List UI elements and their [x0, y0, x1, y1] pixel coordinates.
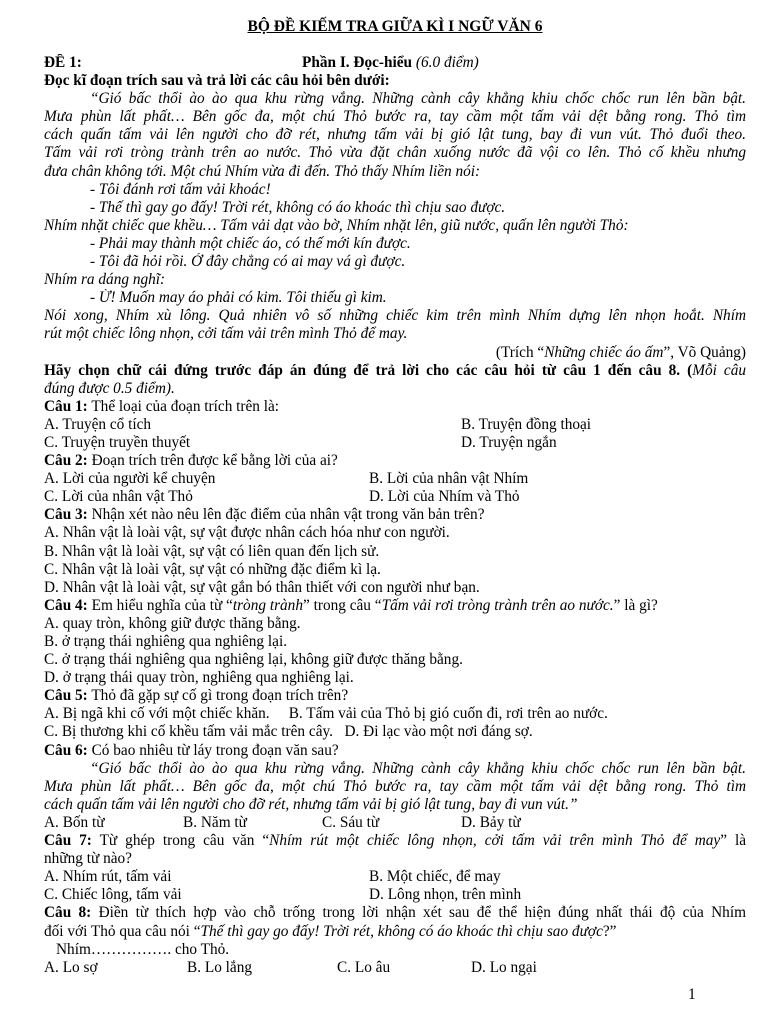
option-d: D. Nhân vật là loài vật, sự vật gắn bó thân thiết với con người như bạn.	[44, 578, 480, 596]
option-c: C. Lo âu	[337, 958, 391, 976]
passage-line: - Ừ! Muốn may áo phải có kim. Tôi thiếu gì kim.	[90, 289, 387, 307]
question-8: Câu 8: Điền từ thích hợp vào chỗ trống trong lời nhận xét sau để thể hiện đúng nhất thái độ của Nhím	[44, 904, 746, 922]
option-d: D. Đi lạc vào một nơi đáng sợ.	[344, 723, 533, 741]
passage-line: rút một chiếc lông nhọn, cởi tấm vải trên mình Thỏ để may.	[44, 325, 408, 343]
passage-line: - Phải may thành một chiếc áo, có thế mới kín được.	[90, 234, 411, 252]
passage-line: cách quấn tấm vải lên người cho đỡ rét, nhưng tấm vải bị gió lật tung, bay đi vun vút. Thỏ đuổi theo.	[44, 126, 746, 144]
passage-line: Nhím nhặt chiếc que khều… Tấm vải dạt vào bờ, Nhím nhặt lên, giũ nước, quấn lên người Thỏ:	[44, 216, 629, 234]
exam-label: ĐỀ 1:	[44, 54, 82, 71]
option-d: D. ở trạng thái quay tròn, nghiêng qua nghiêng lại.	[44, 669, 354, 687]
question-6: Câu 6: Có bao nhiêu từ láy trong đoạn văn sau?	[44, 741, 339, 759]
question-2: Câu 2: Đoạn trích trên được kể bằng lời của ai?	[44, 452, 338, 470]
option-a: A. Nhím rút, tấm vải	[44, 868, 172, 886]
question-7-cont: những từ nào?	[44, 850, 132, 868]
page-number: 1	[688, 986, 696, 1003]
passage-line: Tấm vải rơi tròng trành trên ao nước. Thỏ vừa đặt chân xuống nước đã vội co lên. Thỏ cố khều nhưng	[44, 144, 746, 162]
option-d: D. Lời của Nhím và Thỏ	[369, 488, 520, 506]
options-row	[44, 434, 746, 452]
passage-line: - Tôi đánh rơi tấm vải khoác!	[90, 180, 271, 198]
option-d: D. Truyện ngắn	[461, 433, 557, 451]
option-b: B. ở trạng thái nghiêng qua nghiêng lại.	[44, 633, 288, 650]
option-b: B. Nhân vật là loài vật, sự vật có liên quan đến lịch sử.	[44, 542, 380, 560]
exam-header	[44, 54, 746, 72]
document-title: BỘ ĐỀ KIẾM TRA GIỮA KÌ I NGỮ VĂN 6	[247, 18, 543, 35]
option-b: B. Năm từ	[183, 813, 247, 831]
options-row	[44, 959, 746, 977]
option-c: C. Bị thương khi cố khều tấm vải mắc trên cây.	[44, 723, 333, 741]
option-a: A. Bị ngã khi cố với một chiếc khăn.	[44, 705, 270, 723]
option-b: B. Lời của nhân vật Nhím	[369, 470, 529, 488]
quote-line: cách quấn tấm vải lên người cho đỡ rét, nhưng tấm vải bị gió lật tung, bay đi vun vút.”	[44, 795, 578, 813]
document-page	[44, 18, 746, 977]
passage-line: Mưa phùn lất phất… Bên gốc đa, một chú Thỏ bước ra, tay cầm một tấm vải dệt bằng rong. Thỏ tìm	[44, 108, 746, 126]
reading-instruction: Đọc kĩ đoạn trích sau và trả lời các câu hỏi bên dưới:	[44, 72, 390, 90]
option-a: A. Nhân vật là loài vật, sự vật được nhân cách hóa như con người.	[44, 524, 450, 542]
options-row	[44, 416, 746, 434]
passage-line: “Gió bấc thổi ào ào qua khu rừng vắng. Những cành cây khẳng khiu chốc chốc run lên bần bật.	[90, 90, 746, 108]
options-row	[44, 868, 746, 886]
quote-line: “Gió bấc thổi ào ào qua khu rừng vắng. Những cành cây khẳng khiu chốc chốc run lên bần bật.	[90, 759, 746, 777]
question-5: Câu 5: Thỏ đã gặp sự cố gì trong đoạn trích trên?	[44, 687, 349, 705]
question-1: Câu 1: Thể loại của đoạn trích trên là:	[44, 397, 280, 415]
mc-instruction-points: đúng được 0.5 điểm).	[44, 379, 175, 397]
option-a: A. Lo sợ	[44, 958, 98, 976]
question-7: Câu 7: Từ ghép trong câu văn “Nhím rút một chiếc lông nhọn, cởi tấm vải trên mình Thỏ để may” là	[44, 832, 746, 850]
part-label: Phần I. Đọc-hiểu	[302, 54, 413, 71]
option-a: A. quay tròn, không giữ được thăng bằng.	[44, 614, 301, 632]
fill-blank: Nhím……………. cho Thỏ.	[56, 940, 230, 958]
mc-instruction: Hãy chọn chữ cái đứng trước đáp án đúng để trả lời cho các câu hỏi từ câu 1 đến câu 8. (Mỗi câu	[44, 361, 746, 379]
option-b: B. Một chiếc, để may	[369, 868, 501, 886]
option-a: A. Truyện cổ tích	[44, 415, 152, 433]
question-8-cont: đối với Thỏ qua câu nói “Thế thì gay go đấy! Trời rét, không có áo khoác thì chịu sao được?”	[44, 922, 617, 940]
passage-source: (Trích “Những chiếc áo ấm”, Võ Quảng)	[495, 343, 746, 361]
option-b: B. Tấm vải của Thỏ bị gió cuốn đi, rơi trên ao nước.	[288, 705, 608, 723]
option-c: C. Chiếc lông, tấm vải	[44, 886, 182, 904]
options-row	[44, 470, 746, 488]
option-a: A. Bốn từ	[44, 813, 105, 831]
option-b: B. Truyện đồng thoại	[461, 415, 592, 433]
passage-line: - Tôi đã hỏi rồi. Ở đây chẳng có ai may vá gì được.	[90, 253, 406, 271]
options-row	[44, 723, 746, 741]
question-3: Câu 3: Nhận xét nào nêu lên đặc điểm của nhân vật trong văn bản trên?	[44, 506, 485, 524]
option-d: D. Lo ngại	[471, 958, 537, 976]
option-d: D. Lông nhọn, trên mình	[369, 886, 522, 904]
option-c: C. Lời của nhân vật Thỏ	[44, 488, 193, 506]
option-c: C. Nhân vật là loài vật, sự vật có những đặc điểm kì lạ.	[44, 560, 381, 578]
options-row	[44, 814, 746, 832]
option-c: C. ở trạng thái nghiêng qua nghiêng lại, không giữ được thăng bằng.	[44, 651, 463, 669]
part-points: (6.0 điểm)	[415, 54, 479, 71]
passage	[44, 90, 746, 343]
passage-line: đưa chân không tới. Một chú Nhím vừa đi đến. Thỏ thấy Nhím liền nói:	[44, 162, 481, 180]
passage-line: Nói xong, Nhím xù lông. Quả nhiên vô số những chiếc kim trên mình Nhím dựng lên nhọn hoắt. Nhím	[44, 307, 746, 325]
option-c: C. Truyện truyền thuyết	[44, 433, 191, 451]
option-a: A. Lời của người kể chuyện	[44, 470, 216, 488]
option-b: B. Lo lắng	[187, 958, 253, 976]
option-d: D. Bảy từ	[461, 813, 521, 831]
options-row	[44, 488, 746, 506]
options-row	[44, 705, 746, 723]
quote-line: Mưa phùn lất phất… Bên gốc đa, một chú Thỏ bước ra, tay cầm một tấm vải dệt bằng rong. Thỏ tìm	[44, 777, 746, 795]
passage-line: - Thế thì gay go đấy! Trời rét, không có áo khoác thì chịu sao được.	[90, 198, 506, 216]
option-c: C. Sáu từ	[322, 813, 380, 831]
options-row	[44, 886, 746, 904]
question-4: Câu 4: Em hiểu nghĩa của từ “tròng trành” trong câu “Tấm vải rơi tròng trành trên ao nước.” là gì?	[44, 596, 658, 614]
passage-line: Nhím ra dáng nghĩ:	[44, 271, 166, 289]
